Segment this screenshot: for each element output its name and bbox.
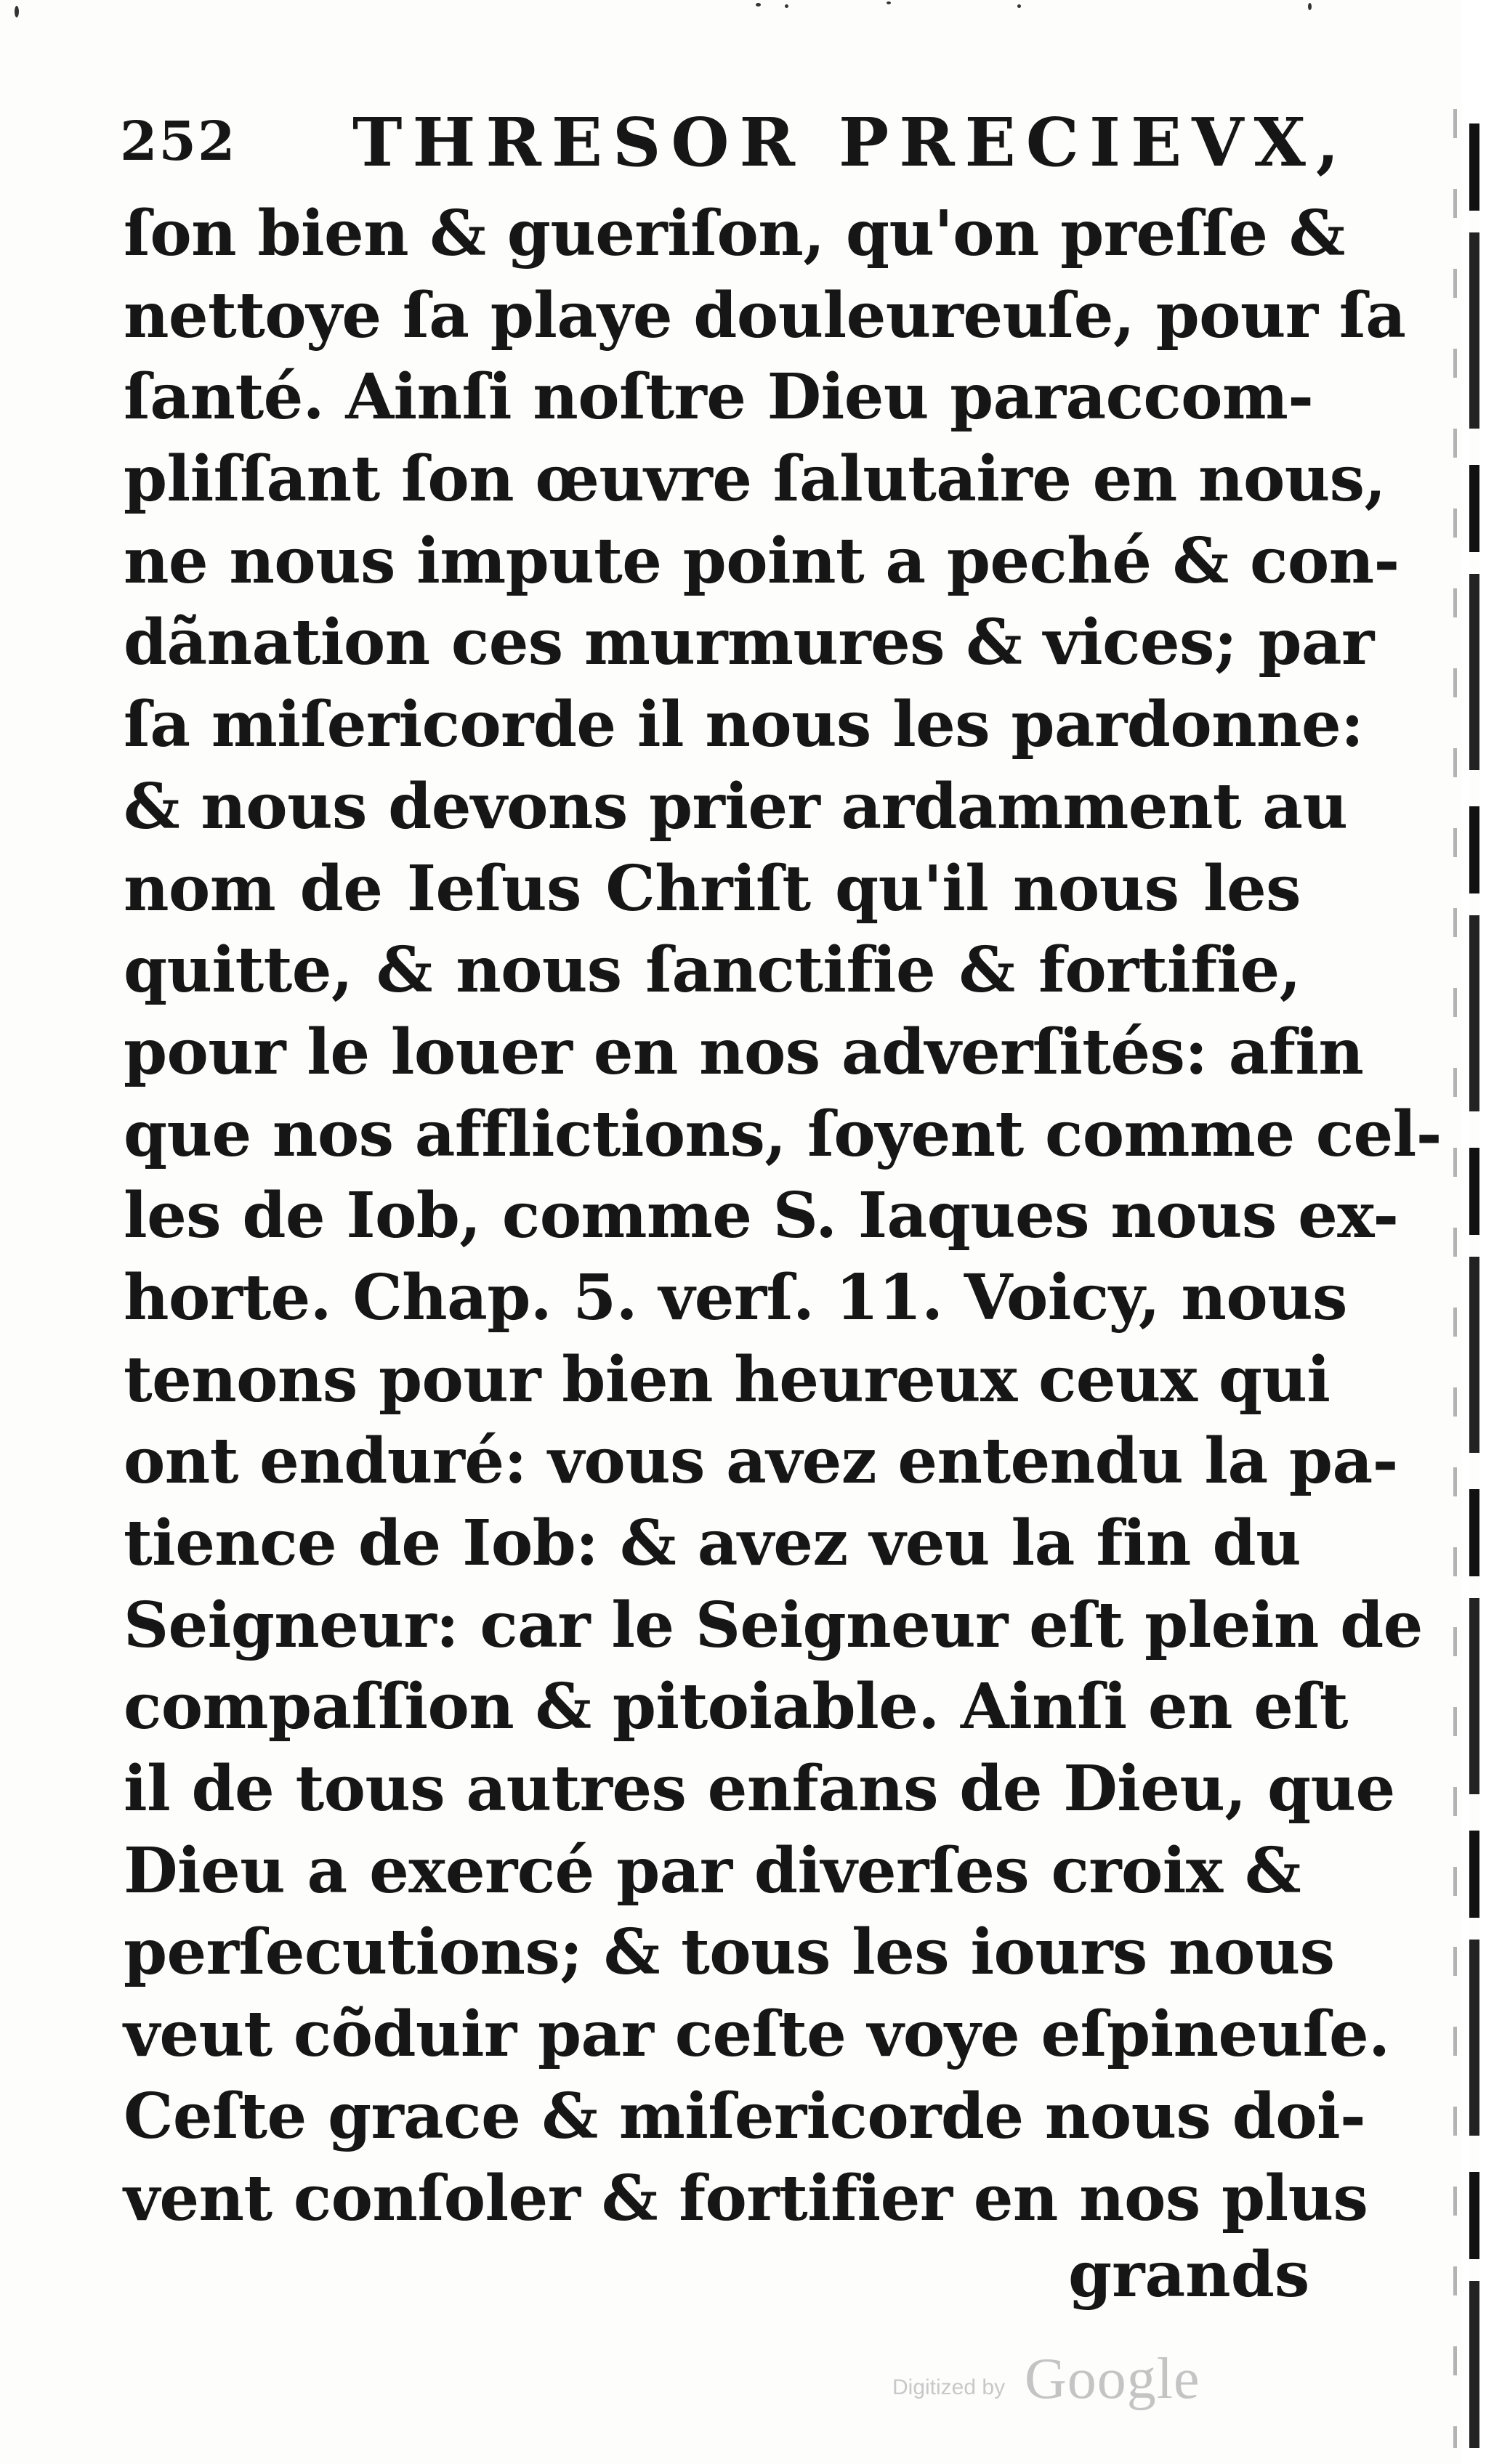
page-number: 252 xyxy=(120,110,237,173)
text-line: compaſſion & pitoiable. Ainſi en eſt xyxy=(124,1670,1348,1744)
text-line: les de Iob, comme S. Iaques nous ex- xyxy=(124,1179,1399,1253)
text-line: horte. Chap. 5. verſ. 11. Voicy, nous xyxy=(124,1260,1347,1334)
text-line: ſa miſericorde il nous les pardonne: xyxy=(124,688,1364,762)
text-line: que nos afflictions, ſoyent comme cel- xyxy=(124,1097,1442,1171)
text-line: vent conſoler & fortifier en nos plus xyxy=(124,2161,1368,2235)
text-line: Seigneur: car le Seigneur eſt plein de xyxy=(124,1588,1423,1662)
text-line: ſanté. Ainſi noſtre Dieu paraccom- xyxy=(124,360,1314,434)
text-line: quitte, & nous ſanctifie & fortifie, xyxy=(124,933,1301,1008)
digitization-watermark xyxy=(892,2346,1227,2426)
text-line: pliſſant ſon œuvre ſalutaire en nous, xyxy=(124,442,1386,516)
text-line: tenons pour bien heureux ceux qui xyxy=(124,1342,1331,1417)
running-title: THRESOR PRECIEVX, xyxy=(352,103,1349,182)
text-line: perſecutions; & tous les iours nous xyxy=(124,1916,1335,1990)
binding-edge-inner xyxy=(1453,109,1457,2448)
catchword: grands xyxy=(1068,2238,1310,2311)
text-line: & nous devons prier ardamment au xyxy=(124,769,1348,843)
text-line: pour le louer en nos adverſités: afin xyxy=(124,1015,1364,1089)
text-line: Dieu a exercé par diverſes croix & xyxy=(124,1833,1301,1908)
running-head xyxy=(120,102,1349,196)
text-line: nettoye ſa playe douleureuſe, pour ſa xyxy=(124,278,1406,352)
text-line: dãnation ces murmures & vices; par xyxy=(124,606,1374,680)
binding-edge xyxy=(1469,123,1479,2448)
top-edge-specks xyxy=(15,0,1323,22)
text-line: nom de Ieſus Chriſt qu'il nous les xyxy=(124,851,1301,925)
text-line: ne nous impute point a peché & con- xyxy=(124,524,1400,598)
text-line: tience de Iob: & avez veu la fin du xyxy=(124,1507,1301,1580)
text-line: il de tous autres enfans de Dieu, que xyxy=(124,1752,1395,1826)
body-text xyxy=(124,193,1442,2240)
text-line: ont enduré: vous avez entendu la pa- xyxy=(124,1424,1398,1499)
watermark-prefix: Digitized by xyxy=(892,2375,1006,2399)
google-logo: Google xyxy=(1025,2347,1200,2411)
text-line: ſon bien & gueriſon, qu'on preſſe & xyxy=(124,197,1345,270)
text-line: veut cõduir par ceſte voye eſpineuſe. xyxy=(124,1998,1390,2072)
text-line: Ceſte grace & miſericorde nous doi- xyxy=(124,2079,1366,2153)
